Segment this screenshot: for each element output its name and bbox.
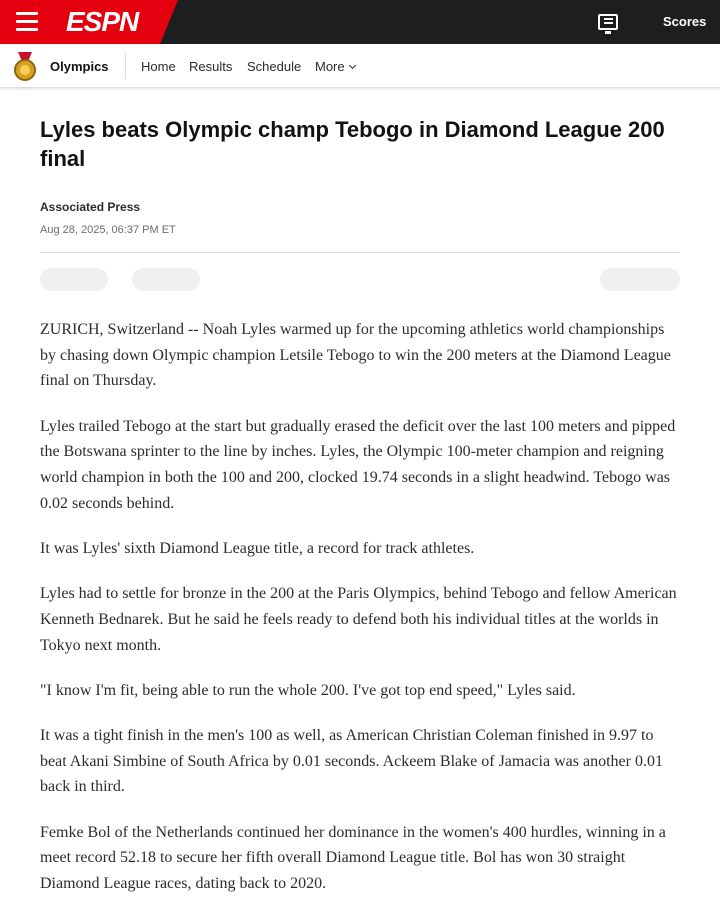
hamburger-menu-icon[interactable] bbox=[16, 12, 38, 32]
espn-logo[interactable]: ESPN bbox=[66, 6, 139, 37]
article-byline: Associated Press bbox=[40, 200, 141, 214]
subnav-link-schedule[interactable]: Schedule bbox=[247, 59, 302, 74]
chevron-down-icon bbox=[349, 62, 356, 69]
section-title-olympics[interactable]: Olympics bbox=[50, 59, 109, 74]
subnav-link-results[interactable]: Results bbox=[189, 59, 233, 74]
olympic-medal-icon[interactable] bbox=[14, 52, 36, 80]
header-divider bbox=[40, 252, 680, 253]
subnav-link-home[interactable]: Home bbox=[141, 59, 176, 74]
article-headline: Lyles beats Olympic champ Tebogo in Diamond League 200 final bbox=[40, 117, 665, 171]
subnav-divider bbox=[125, 53, 126, 79]
article-body bbox=[40, 317, 684, 916]
article-paragraph: Femke Bol of the Netherlands continued her dominance in the women's 400 hurdles, winning in a meet record 52.18 to secure her fifth overall Diamond League title. Bol has won 30 straight Diamond League races, dating back to 2020. bbox=[40, 823, 666, 892]
article-paragraph: It was Lyles' sixth Diamond League title, a record for track athletes. bbox=[40, 539, 475, 557]
action-button-placeholder[interactable] bbox=[600, 268, 680, 291]
subnav-more-label: More bbox=[315, 59, 345, 74]
scores-link[interactable]: Scores bbox=[663, 14, 707, 29]
subnav-link-more[interactable] bbox=[315, 59, 355, 74]
share-button-placeholder[interactable] bbox=[132, 268, 200, 291]
article-paragraph: It was a tight finish in the men's 100 as well, as American Christian Coleman finished in 9.97 to beat Akani Simbine of South Africa by 0.01 seconds. Ackeem Blake of Jamacia was another 0.01 back in third. bbox=[40, 726, 663, 796]
share-button-placeholder[interactable] bbox=[40, 268, 108, 291]
article-paragraph: Lyles had to settle for bronze in the 200 at the Paris Olympics, behind Tebogo and fellow American Kenneth Bednarek. But he said he feels ready to defend both his individual titles at the worlds in Tokyo next month. bbox=[40, 585, 677, 654]
article-paragraph: Lyles trailed Tebogo at the start but gradually erased the deficit over the last 100 meters and pipped the Botswana sprinter to the line by inches. Lyles, the Olympic 100-meter champion and reigning world champion in both the 100 and 200, clocked 19.74 seconds in a slight headwind. Tebogo was 0.02 seconds behind. bbox=[40, 417, 676, 512]
article-paragraph: "I know I'm fit, being able to run the whole 200. I've got top end speed," Lyles said. bbox=[40, 681, 576, 699]
scoreboard-icon[interactable] bbox=[598, 14, 618, 30]
article-timestamp: Aug 28, 2025, 06:37 PM ET bbox=[40, 224, 176, 236]
article-paragraph: ZURICH, Switzerland -- Noah Lyles warmed up for the upcoming athletics world championships by chasing down Olympic champion Letsile Tebogo to win the 200 meters at the Diamond League final on Thursday. bbox=[40, 321, 671, 390]
